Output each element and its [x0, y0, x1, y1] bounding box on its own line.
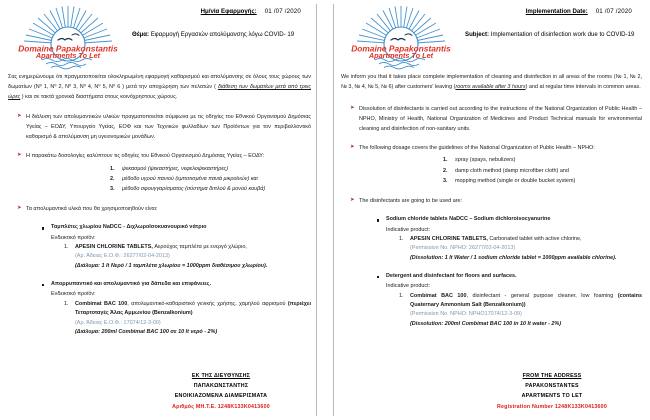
product-brand: Combimat BAC 100	[75, 300, 128, 307]
bullet-materials-greek	[8, 204, 311, 214]
intro-part1: Σας ενημερώνουμε ότι πραγματοποιείται ολοκληρωμένη εφαρμογή καθαρισμού και απολύμανσης σε όλους τους χώρους των δωματίων (Ν⁰ 1, Ν⁰ 2, Ν⁰ 3, Ν⁰ 4, Ν⁰ 5, Ν⁰ 6 ) μετά την αποχώρηση των πελατών (	[8, 74, 311, 91]
subject-value: Implementation of disinfection work due to COVID-19	[490, 31, 635, 38]
footer-registration-number: Registration Number 1248K133K0413600	[497, 403, 607, 410]
product-sub-label: Ενδεικτικό προϊόν:	[51, 291, 96, 298]
date-value: 01 /07 /2020	[595, 8, 632, 15]
logo-line1: Domaine Papakonstantis	[351, 43, 451, 54]
methods-list-english	[359, 156, 642, 186]
product-block-chlorine-greek	[8, 223, 311, 271]
implementation-date-row-greek	[132, 8, 311, 15]
product-desc: Αερούχος ταμπλέτα με ενεργό χλώριο,	[152, 244, 247, 251]
product-permission: (Permission No. NPHO: 26277/02-04-2013)	[410, 245, 516, 252]
logo-artwork-icon	[8, 4, 128, 70]
list-item: μέθοδο σφουγγαρίσματος (σύστημα διπλού & μονού κουβά)	[122, 186, 266, 193]
list-item: mopping method (single or double bucket system)	[455, 178, 576, 184]
product-permission: (Αρ. Άδειας Ε.Ο.Φ.: 17074/12-3-09)	[75, 319, 161, 326]
arrow-bullet-icon: ➤	[350, 197, 355, 204]
footer-title: ΕΚ ΤΗΣ ΔΙΕΥΘΥΝΣΗΣ	[191, 372, 251, 379]
logo-line1: Domaine Papakonstantis	[18, 43, 118, 54]
product-sub-label: Indicative product:	[386, 283, 431, 290]
product-heading: Detergent and disinfectant for floors and surfaces.	[377, 272, 642, 281]
subject-value: Εφαρμογή Εργασιών απολύμανσης λόγω COVID- 19	[150, 31, 295, 38]
product-sub-label: Ενδεικτικό προϊόν:	[51, 234, 96, 241]
methods-list-greek	[26, 165, 311, 195]
product-heading: Απορρυπαντικό και απολυμαντικό για δάπεδα και επιφάνειες.	[42, 280, 311, 289]
product-dissolution: (Dissolution: 200ml Combimat BAC 100 in 10 lt water - 2%)	[410, 320, 562, 327]
page-header-greek	[8, 4, 311, 72]
intro-part2: ) and at regular time intervals in common areas.	[525, 84, 641, 91]
product-heading: Ταμπλέτες χλωρίου NaDCC - Διχλωροϊσοκυανουρικό νάτριο	[42, 223, 311, 232]
logo-english	[341, 4, 461, 70]
logo-greek	[8, 4, 128, 70]
footer-registration-number: Αριθμός ΜΗ.Τ.Ε. 1248K133K0413600	[172, 403, 270, 410]
product-heading: Sodium chloride tablets NaDCC – Sodium dichloroisocyanurine	[377, 215, 642, 224]
list-item: spray (spays, nebulizers)	[455, 157, 516, 164]
product-desc-bold: (contains Quaternary Ammonium Salt (Benzalkonium))	[410, 292, 642, 309]
product-detail-list	[377, 235, 642, 263]
intro-paragraph-greek	[8, 72, 311, 102]
product-block-detergent-greek	[8, 280, 311, 337]
subject-row-greek	[132, 31, 311, 38]
product-detail-list	[42, 243, 311, 271]
list-item: damp cloth method (damp microfiber cloth) and	[455, 167, 569, 174]
logo-artwork-icon	[341, 4, 461, 70]
logo-line2: Apartments To Let	[35, 51, 101, 60]
arrow-bullet-icon: ➤	[17, 113, 22, 120]
product-detail-list	[42, 300, 311, 338]
product-detail-list	[377, 292, 642, 330]
intro-underlined: rooms available after 3 hours	[455, 84, 526, 91]
date-label: Ημ/νία Εφαρμογής:	[200, 8, 257, 15]
bullet2-text: The following dosage covers the guidelines of the National Organization of Public Health – NPHO:	[359, 145, 595, 152]
intro-paragraph-english	[341, 72, 642, 92]
subject-label: Θέμα:	[132, 31, 149, 38]
product-brand: Combimat BAC 100	[410, 292, 467, 299]
product-sub-label: Indicative product:	[386, 226, 431, 233]
page-header-english	[341, 4, 642, 72]
bullet-dosage-english	[341, 143, 642, 187]
arrow-bullet-icon: ➤	[17, 152, 22, 159]
bullet3-text: The disinfectants are going to be used are:	[359, 198, 463, 205]
logo-line2: Apartments To Let	[368, 51, 434, 60]
list-item: μέθοδο υγρού πανιού (εμποτισμένα πανιά μικροϊνών) και	[122, 175, 258, 182]
intro-part2: ) και σε τακτά χρονικά διαστήματα στους κοινόχρηστους χώρους.	[20, 94, 178, 101]
subject-label: Subject:	[465, 31, 490, 38]
product-desc: Carbonated tablet with active chlorine,	[487, 235, 582, 242]
arrow-bullet-icon: ➤	[350, 105, 355, 112]
product-desc: , disinfectant - general purpose cleaner, low foaming	[466, 292, 618, 299]
subject-row-english	[465, 31, 642, 38]
list-item	[75, 300, 311, 338]
date-label: Implementation Date:	[525, 8, 588, 15]
bullet-dissolution-greek	[8, 112, 311, 142]
bullet-materials-english	[341, 196, 642, 206]
intro-part1: We inform you that it takes place complete implementation of cleaning and disinfection in all areas of the rooms (№ 1, № 2, № 3, № 4, № 5, № 6) after customers' leaving (	[341, 74, 642, 91]
footer-title: FROM THE ADDRESS	[522, 372, 582, 379]
list-item: ψεκασμού (ψεκαστήρες, νεφελοψεκαστήρες)	[122, 165, 229, 172]
list-item	[75, 243, 311, 271]
product-block-chlorine-english	[341, 215, 642, 263]
product-desc: , απολυμαντικό-καθαριστικό γενικής χρήσης, χαμηλού αφρισμού	[127, 300, 288, 307]
footer-name: PAPAKONSTANTES	[525, 383, 579, 390]
page-body-english	[341, 72, 642, 329]
bullet-dosage-greek	[8, 151, 311, 195]
footer-name: ΠΑΠΑΚΩΝΣΤΑΝΤΗΣ	[193, 383, 249, 390]
bullet3-text: Τα απολυμαντικά υλικά που θα χρησιμοποιηθούν είναι:	[26, 206, 158, 213]
date-value: 01 /07 /2020	[264, 8, 301, 15]
product-dissolution: (Διάλυμα: 200ml Combimat BAC 100 σε 10 lt νερό - 2%)	[75, 328, 218, 335]
bullet2-text: Η παρακάτω δοσολογίες καλύπτουν τις οδηγίες του Εθνικού Οργανισμού Δημόσιας Υγείας – ΕΟΔΥ:	[26, 153, 265, 160]
list-item	[410, 292, 642, 330]
bullet1-text: Dissolution of disinfectants is carried out according to the instructions of the National Organization of Public Health – NPHO, Ministry of Health, National Organization of Medicines and Product Technical manuals for environmental cleaning and disinfection of non-sanitary units.	[359, 106, 642, 133]
product-dissolution: (Διάλυμα: 1 lt Νερό / 1 ταμπλέτα χλωρίου = 1000ppm διαθέσιμου χλωρίου).	[75, 262, 268, 269]
arrow-bullet-icon: ➤	[350, 144, 355, 151]
product-brand: APESIN CHLORINE TABLETS,	[410, 235, 488, 242]
bullet1-text: Η διάλυση των απολυμαντικών υλικών πραγματοποιείται σύμφωνα με τις οδηγίες του Εθνικού Οργανισμού Δημόσιας Υγείας – ΕΟΔΥ, Υπουργείο Υγείας, ΕΟΦ και των Τεχνικών φυλλαδίων των Προϊόντων για τον περιβαλλοντικό καθαρισμό & απολύμανση μη υγειονομικών μονάδων.	[26, 114, 311, 141]
bullet-dissolution-english	[341, 104, 642, 134]
product-desc-bold: (περιέχει Τεταρτοταγές Άλας Αμμωνίου (Benzalkonium)	[75, 300, 311, 317]
document-page-english	[325, 0, 650, 420]
page-footer-greek	[8, 371, 316, 412]
implementation-date-row-english	[465, 8, 642, 15]
product-block-detergent-english	[341, 272, 642, 329]
product-permission: (Αρ. Άδειας Ε.Ο.Φ.: 26277/02-04-2013)	[75, 253, 170, 260]
footer-business: APARTMENTS TO LET	[521, 393, 583, 400]
list-item	[410, 235, 642, 263]
intro-underlined: διάθεση των δωματίων μετά από τρεις ώρες	[8, 84, 312, 101]
arrow-bullet-icon: ➤	[17, 205, 22, 212]
page-footer-english	[334, 371, 642, 412]
product-brand: APESIN CHLORINE TABLETS,	[75, 244, 153, 251]
page-body-greek	[8, 72, 311, 337]
footer-business: ΕΝΟΙΚΙΑΖΟΜΕΝΑ ΔΙΑΜΕΡΙΣΜΑΤΑ	[174, 393, 268, 400]
product-dissolution: (Dissolution: 1 lt Water / 1 sodium chloride tablet = 1000ppm available chlorine).	[410, 254, 617, 261]
product-permission: (Permission No. NPHO: NPHO17074/12-3-09)	[410, 311, 522, 318]
